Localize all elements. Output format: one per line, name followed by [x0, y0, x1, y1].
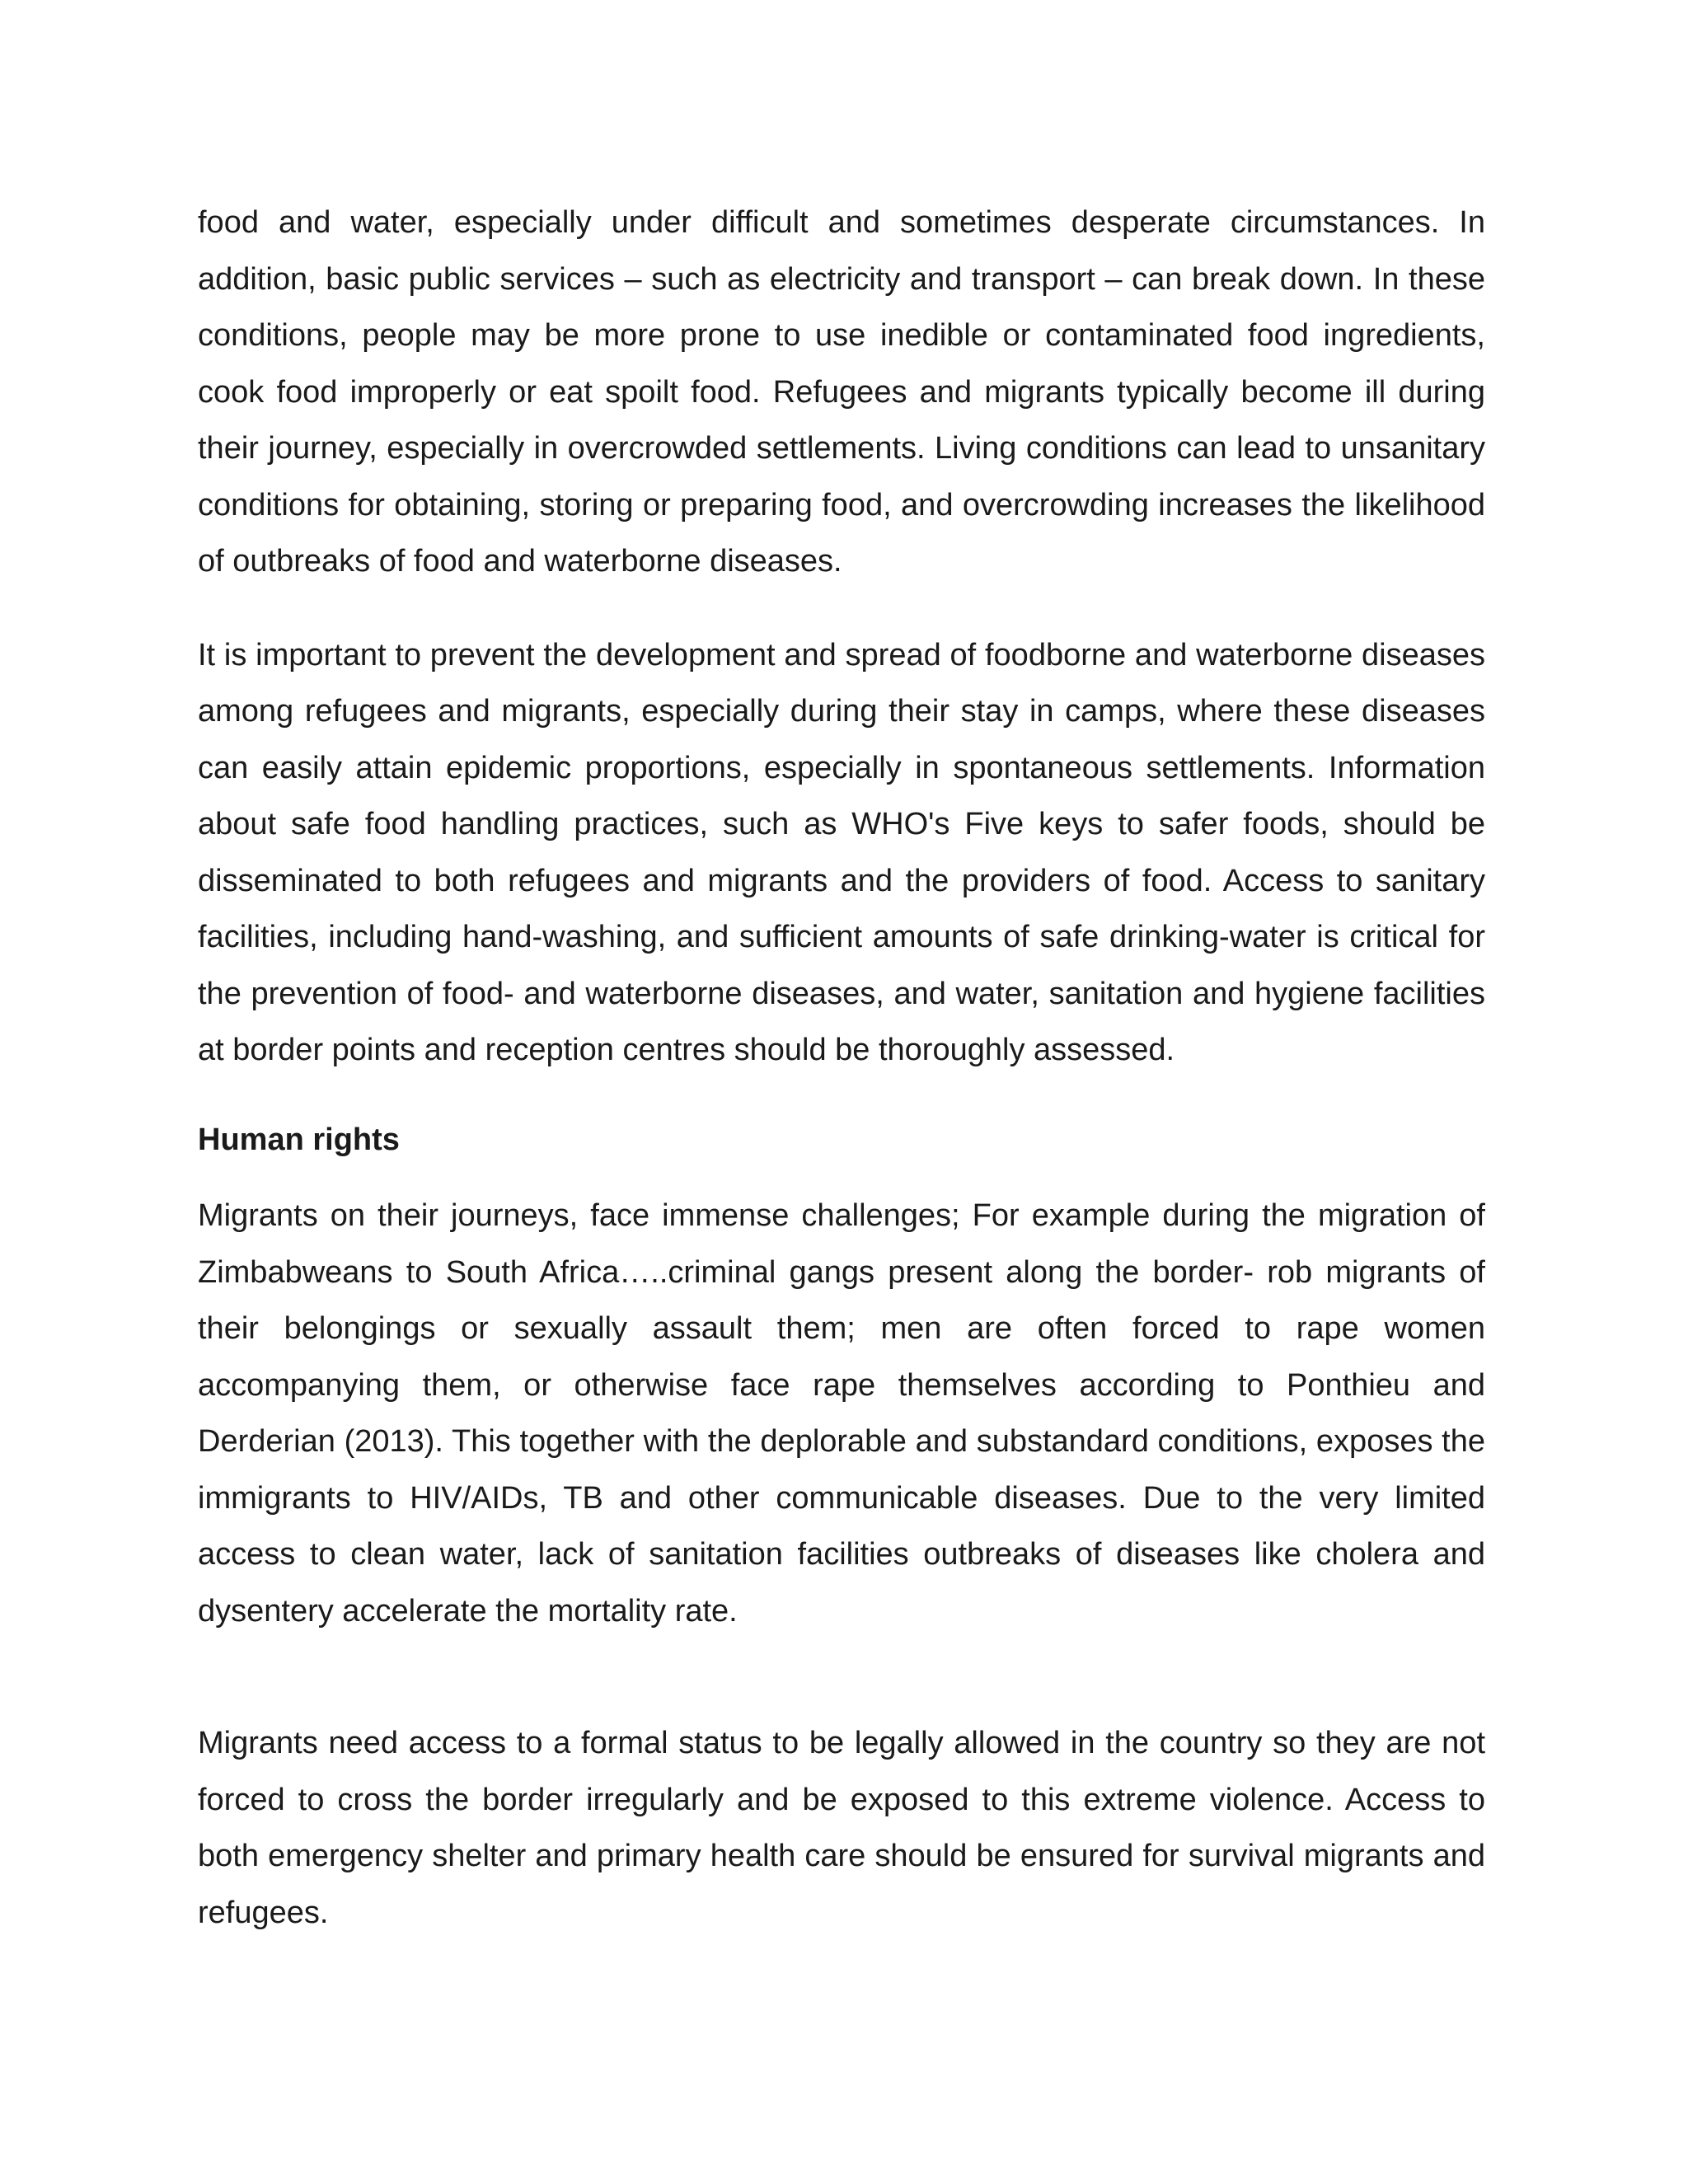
paragraph-food-safety-conditions: food and water, especially under difficult and sometimes desperate circumstances. In addition, basic public services – such as electricity and transport – can break down. In these conditions, people may be more prone to use inedible or contaminated food ingredients, cook food improperly or eat spoilt food. Refugees and migrants typically become ill during their journey, especially in overcrowded settlements. Living conditions can lead to unsanitary conditions for obtaining, storing or preparing food, and overcrowding increases the likelihood of outbreaks of food and waterborne diseases. [198, 205, 1485, 579]
paragraph-migrant-challenges: Migrants on their journeys, face immense challenges; For example during the migration of Zimbabweans to South Africa…..criminal gangs present along the border- rob migrants of their belongings or sexually assault them; men are often forced to rape women accompanying them, or otherwise face rape themselves according to Ponthieu and Derderian (2013). This together with the deplorable and substandard conditions, exposes the immigrants to HIV/AIDs, TB and other communicable diseases. Due to the very limited access to clean water, lack of sanitation facilities outbreaks of diseases like cholera and dysentery accelerate the mortality rate. [198, 1198, 1485, 1629]
paragraph-formal-status-access: Migrants need access to a formal status to be legally allowed in the country so they are not forced to cross the border irregularly and be exposed to this extreme violence. Access to both emergency shelter and primary health care should be ensured for survival migrants and refugees. [198, 1726, 1485, 1930]
document-page [198, 194, 1485, 2156]
paragraph-disease-prevention: It is important to prevent the development and spread of foodborne and waterborne diseases among refugees and migrants, especially during their stay in camps, where these diseases can easily attain epidemic proportions, especially in spontaneous settlements. Information about safe food handling practices, such as WHO's Five keys to safer foods, should be disseminated to both refugees and migrants and the providers of food. Access to sanitary facilities, including hand-washing, and sufficient amounts of safe drinking-water is critical for the prevention of food- and waterborne diseases, and water, sanitation and hygiene facilities at border points and reception centres should be thoroughly assessed. [198, 637, 1485, 1067]
section-heading-human-rights: Human rights [198, 1122, 400, 1157]
